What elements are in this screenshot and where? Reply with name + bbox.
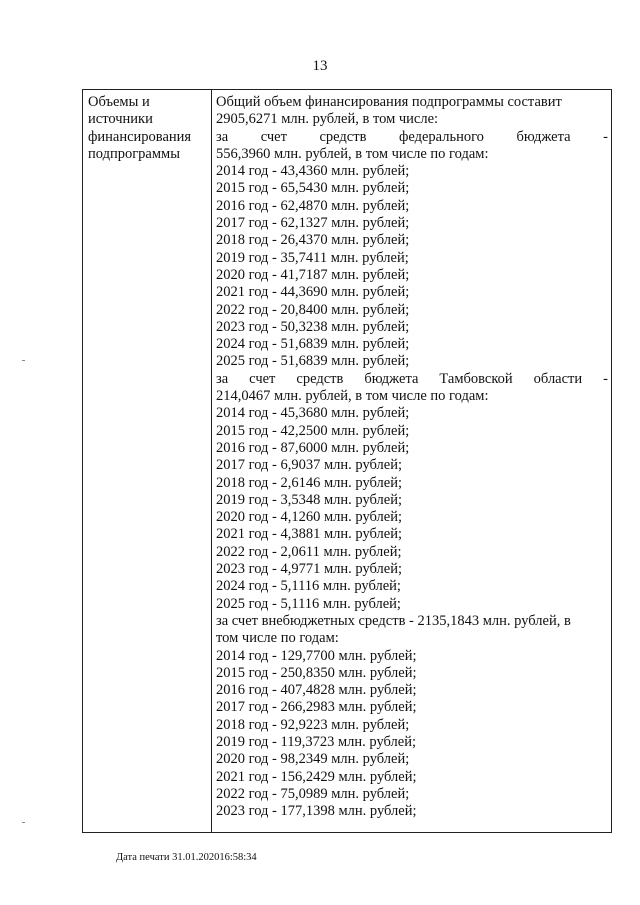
federal-heading-word: бюджета — [516, 128, 571, 145]
offbudget-year-item: 2014 год - 129,7700 млн. рублей; — [216, 647, 417, 664]
row-label-line: финансирования — [88, 128, 192, 145]
offbudget-year-item: 2019 год - 119,3723 млн. рублей; — [216, 733, 416, 750]
total-funding-line: 2905,6271 млн. рублей, в том числе: — [216, 111, 439, 128]
regional-year-item: 2024 год - 5,1116 млн. рублей; — [216, 578, 401, 595]
row-label-line: подпрограммы — [88, 145, 180, 162]
federal-heading-word: федерального — [398, 128, 484, 145]
regional-year-item: 2022 год - 2,0611 млн. рублей; — [216, 543, 402, 560]
offbudget-heading-line: за счет внебюджетных средств - 2135,1843 млн. рублей, в — [216, 612, 571, 629]
scan-mark — [22, 360, 25, 361]
federal-year-item: 2018 год - 26,4370 млн. рублей; — [216, 232, 410, 249]
regional-year-item: 2015 год - 42,2500 млн. рублей; — [216, 422, 410, 439]
federal-year-item: 2022 год - 20,8400 млн. рублей; — [216, 301, 410, 318]
page-number: 13 — [312, 58, 328, 74]
offbudget-heading-line: том числе по годам: — [216, 630, 339, 647]
regional-heading-word: бюджета — [364, 370, 419, 387]
offbudget-year-item: 2023 год - 177,1398 млн. рублей; — [216, 803, 417, 820]
regional-year-item: 2019 год - 3,5348 млн. рублей; — [216, 491, 403, 508]
regional-heading-word: Тамбовской — [439, 370, 513, 387]
row-label-line: источники — [88, 111, 153, 128]
federal-year-item: 2020 год - 41,7187 млн. рублей; — [216, 266, 410, 283]
funding-details-cell — [216, 94, 608, 820]
regional-heading-word: счет — [249, 370, 276, 387]
offbudget-year-item: 2017 год - 266,2983 млн. рублей; — [216, 699, 417, 716]
regional-heading-word: за — [216, 370, 229, 387]
regional-year-item: 2023 год - 4,9771 млн. рублей; — [216, 561, 403, 578]
offbudget-year-list — [216, 648, 608, 821]
regional-heading-word: - — [603, 370, 608, 387]
scan-mark — [22, 822, 25, 823]
offbudget-year-item: 2016 год - 407,4828 млн. рублей; — [216, 682, 417, 699]
federal-year-list — [216, 163, 608, 371]
federal-heading-word: средств — [319, 128, 367, 145]
regional-year-item: 2018 год - 2,6146 млн. рублей; — [216, 474, 403, 491]
federal-year-item: 2023 год - 50,3238 млн. рублей; — [216, 318, 410, 335]
regional-year-list — [216, 405, 608, 613]
offbudget-year-item: 2015 год - 250,8350 млн. рублей; — [216, 664, 417, 681]
regional-year-item: 2021 год - 4,3881 млн. рублей; — [216, 526, 403, 543]
regional-year-item: 2020 год - 4,1260 млн. рублей; — [216, 509, 403, 526]
federal-heading-word: - — [603, 128, 608, 145]
federal-total-line: 556,3960 млн. рублей, в том числе по годам: — [216, 145, 489, 162]
offbudget-year-item: 2022 год - 75,0989 млн. рублей; — [216, 785, 410, 802]
row-label-line: Объемы и — [88, 94, 150, 110]
offbudget-year-item: 2020 год - 98,2349 млн. рублей; — [216, 751, 410, 768]
row-label-cell — [88, 94, 208, 163]
regional-heading-word: области — [533, 370, 583, 387]
regional-heading — [216, 371, 608, 388]
funding-table — [82, 89, 612, 833]
federal-year-item: 2024 год - 51,6839 млн. рублей; — [216, 336, 410, 353]
federal-year-item: 2017 год - 62,1327 млн. рублей; — [216, 215, 410, 232]
federal-year-item: 2019 год - 35,7411 млн. рублей; — [216, 249, 409, 266]
regional-year-item: 2025 год - 5,1116 млн. рублей; — [216, 595, 401, 612]
federal-year-item: 2021 год - 44,3690 млн. рублей; — [216, 284, 410, 301]
federal-year-item: 2016 год - 62,4870 млн. рублей; — [216, 197, 410, 214]
print-date-footer: Дата печати 31.01.202016:58:34 — [116, 852, 257, 863]
total-funding-line: Общий объем финансирования подпрограммы составит — [216, 94, 562, 110]
federal-year-item: 2014 год - 43,4360 млн. рублей; — [216, 163, 410, 180]
regional-year-item: 2014 год - 45,3680 млн. рублей; — [216, 405, 410, 422]
regional-total-line: 214,0467 млн. рублей, в том числе по годам: — [216, 388, 489, 405]
federal-year-item: 2025 год - 51,6839 млн. рублей; — [216, 353, 410, 370]
regional-year-item: 2017 год - 6,9037 млн. рублей; — [216, 457, 403, 474]
federal-heading-word: счет — [260, 128, 287, 145]
federal-heading-word: за — [216, 128, 229, 145]
offbudget-year-item: 2018 год - 92,9223 млн. рублей; — [216, 716, 410, 733]
offbudget-year-item: 2021 год - 156,2429 млн. рублей; — [216, 768, 417, 785]
federal-year-item: 2015 год - 65,5430 млн. рублей; — [216, 180, 410, 197]
federal-heading — [216, 129, 608, 146]
regional-heading-word: средств — [296, 370, 344, 387]
regional-year-item: 2016 год - 87,6000 млн. рублей; — [216, 439, 410, 456]
column-divider — [211, 90, 212, 832]
